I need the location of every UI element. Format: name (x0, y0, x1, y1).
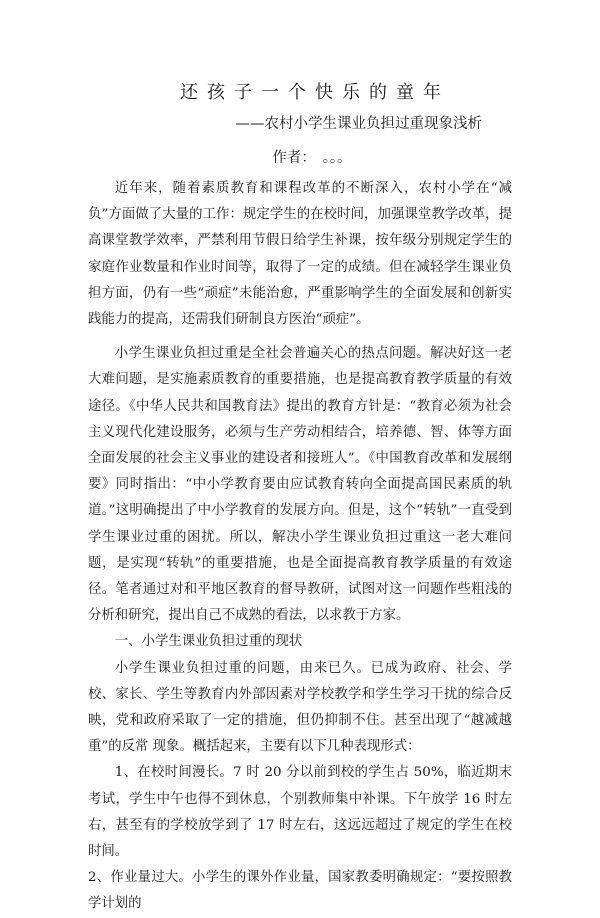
author-label: 作者： (272, 150, 309, 166)
paragraph-background: 小学生课业负担过重是全社会普遍关心的热点问题。解决好这一老大难问题，是实施素质教育的重要措施，也是提高教育教学质量的有效途径。《中华人民共和国教育法》提出的教育方针是：“教育必须为社会主义现代化建设服务，必须与生产劳动相结合，培养德、智、体等方面全面发展的社会主义事业的建设者和接班人”。《中国教育改革和发展纲要》同时指出：“中小学教育要由应试教育转向全面提高国民素质的轨道。”这明确提出了中小学教育的发展方向。但是，这个“转轨”一直受到学生课业过重的困扰。所以，解决小学生课业负担过重这一老大难问题，是实现“转轨”的重要措施，也是全面提高教育教学质量的有效途径。笔者通过对和平地区教育的督导教研，试图对这一问题作些粗浅的分析和研究，提出自己不成熟的看法，以求教于方家。 (88, 346, 512, 624)
author-name: 。。。 (322, 150, 352, 166)
list-item-1: 1、在校时间漫长。7 时 20 分以前到校的学生占 50%，临近期末考试，学生中午也得不到休息，个别教师集中补课。下午放学 16 时左右，甚至有的学校放学到了 17 时左右，这远远超过了规定的学生在校时间。 (88, 765, 512, 860)
author-line (0, 146, 600, 167)
document-title: 还孩子一个快乐的童年 (180, 82, 450, 103)
document-subtitle: ——农村小学生课业负担过重现象浅析 (235, 116, 482, 132)
document-body (88, 176, 512, 918)
list-item-2: 2、作业量过大。小学生的课外作业量，国家教委明确规定：“要按照教学计划的 (88, 870, 512, 912)
section-heading-1: 一、小学生课业负担过重的现状 (114, 634, 303, 650)
paragraph-status: 小学生课业负担过重的问题，由来已久。已成为政府、社会、学校、家长、学生等教育内外部因素对学校教学和学生学习干扰的综合反映，党和政府采取了一定的措施，但仍抑制不住。甚至出现了“越减越重”的反常 现象。概括起来，主要有以下几种表现形式： (88, 660, 512, 755)
paragraph-intro: 近年来，随着素质教育和课程改革的不断深入，农村小学在“减负”方面做了大量的工作：规定学生的在校时间，加强课堂教学改革，提高课堂教学效率，严禁利用节假日给学生补课，按年级分别规定学生的家庭作业数量和作业时间等，取得了一定的成绩。但在减轻学生课业负担方面，仍有一些“顽症”未能治愈，严重影响学生的全面发展和创新实践能力的提高，还需我们研制良方医治“顽症”。 (88, 181, 512, 328)
